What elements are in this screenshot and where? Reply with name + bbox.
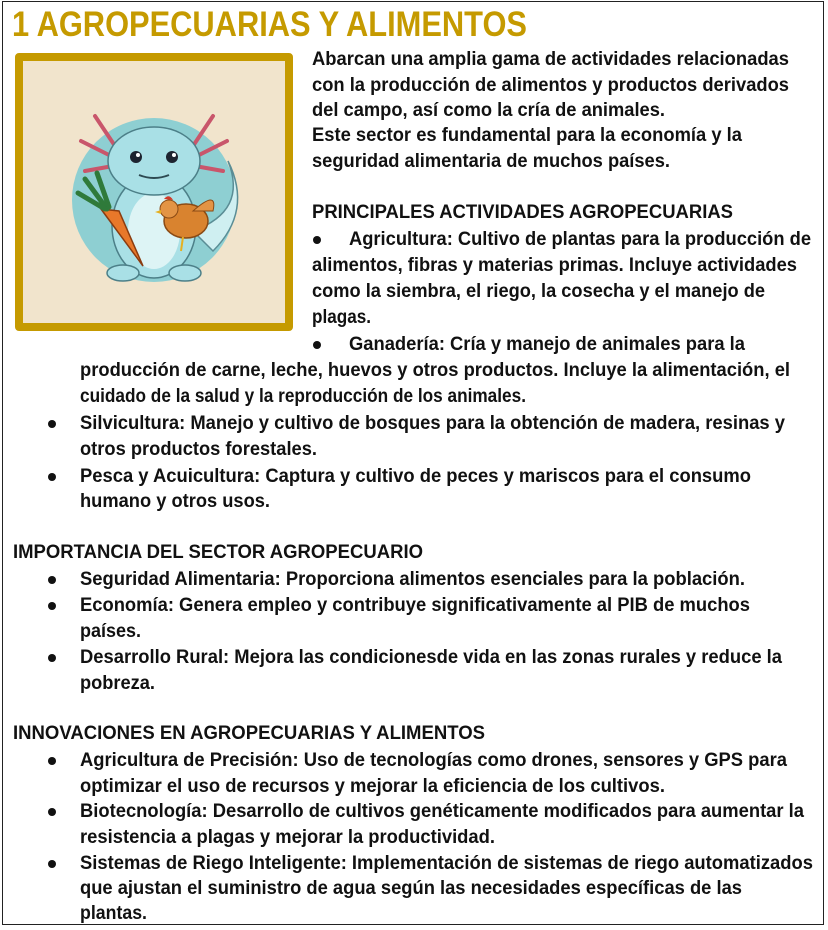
bullet-icon xyxy=(48,602,56,610)
list-item-line: optimizar el uso de recursos y mejorar la eficiencia de los cultivos. xyxy=(80,776,665,797)
list-item-line: Seguridad Alimentaria: Proporciona alimentos esenciales para la población. xyxy=(80,569,745,590)
bullet-icon xyxy=(48,654,56,662)
bullet-icon xyxy=(48,473,56,481)
list-item-line: Desarrollo Rural: Mejora las condicionesde vida en las zonas rurales y reduce la xyxy=(80,647,782,668)
list-item-line: Biotecnología: Desarrollo de cultivos genéticamente modificados para aumentar la xyxy=(80,801,804,822)
list-item-line: resistencia a plagas y mejorar la productividad. xyxy=(80,827,495,848)
list-item-line: pobreza. xyxy=(80,673,155,694)
bullet-icon xyxy=(48,576,56,584)
list-item-line: cuidado de la salud y la reproducción de los animales. xyxy=(80,386,526,407)
intro-line: seguridad alimentaria de muchos países. xyxy=(312,151,670,172)
section-heading-activities: PRINCIPALES ACTIVIDADES AGROPECUARIAS xyxy=(312,202,733,223)
list-item-line: Agricultura: Cultivo de plantas para la producción de xyxy=(349,229,811,250)
intro-line: con la producción de alimentos y productos derivados xyxy=(312,75,789,96)
list-item-line: Pesca y Acuicultura: Captura y cultivo de peces y mariscos para el consumo xyxy=(80,466,751,487)
bullet-icon xyxy=(313,341,321,349)
list-item-line: plantas. xyxy=(80,903,147,924)
intro-line: del campo, así como la cría de animales. xyxy=(312,100,665,121)
list-item-line: como la siembra, el riego, la cosecha y el manejo de xyxy=(312,281,765,302)
section-heading-innovations: INNOVACIONES EN AGROPECUARIAS Y ALIMENTOS xyxy=(13,723,485,744)
intro-line: Este sector es fundamental para la economía y la xyxy=(312,125,742,146)
list-item-line: alimentos, fibras y materias primas. Incluye actividades xyxy=(312,255,797,276)
list-item-line: Ganadería: Cría y manejo de animales para la xyxy=(349,334,745,355)
section-heading-importance: IMPORTANCIA DEL SECTOR AGROPECUARIO xyxy=(13,542,423,563)
bullet-icon xyxy=(48,420,56,428)
list-item-line: Agricultura de Precisión: Uso de tecnologías como drones, sensores y GPS para xyxy=(80,750,787,771)
list-item-line: Economía: Genera empleo y contribuye significativamente al PIB de muchos xyxy=(80,595,750,616)
list-item-line: plagas. xyxy=(312,307,371,328)
list-item-line: que ajustan el suministro de agua según las necesidades específicas de las xyxy=(80,878,742,899)
list-item-line: países. xyxy=(80,621,141,642)
list-item-line: humano y otros usos. xyxy=(80,491,270,512)
axolotl-with-carrot-and-hen-icon xyxy=(23,61,285,323)
list-item-line: Silvicultura: Manejo y cultivo de bosques para la obtención de madera, resinas y xyxy=(80,413,785,434)
list-item-line: otros productos forestales. xyxy=(80,439,317,460)
intro-line: Abarcan una amplia gama de actividades relacionadas xyxy=(312,49,789,70)
page-title: 1 AGROPECUARIAS Y ALIMENTOS xyxy=(12,5,527,44)
illustration-frame xyxy=(15,53,293,331)
bullet-icon xyxy=(48,860,56,868)
bullet-icon xyxy=(313,236,321,244)
list-item-line: Sistemas de Riego Inteligente: Implementación de sistemas de riego automatizados xyxy=(80,853,813,874)
bullet-icon xyxy=(48,757,56,765)
bullet-icon xyxy=(48,808,56,816)
list-item-line: producción de carne, leche, huevos y otros productos. Incluye la alimentación, el xyxy=(80,360,790,381)
